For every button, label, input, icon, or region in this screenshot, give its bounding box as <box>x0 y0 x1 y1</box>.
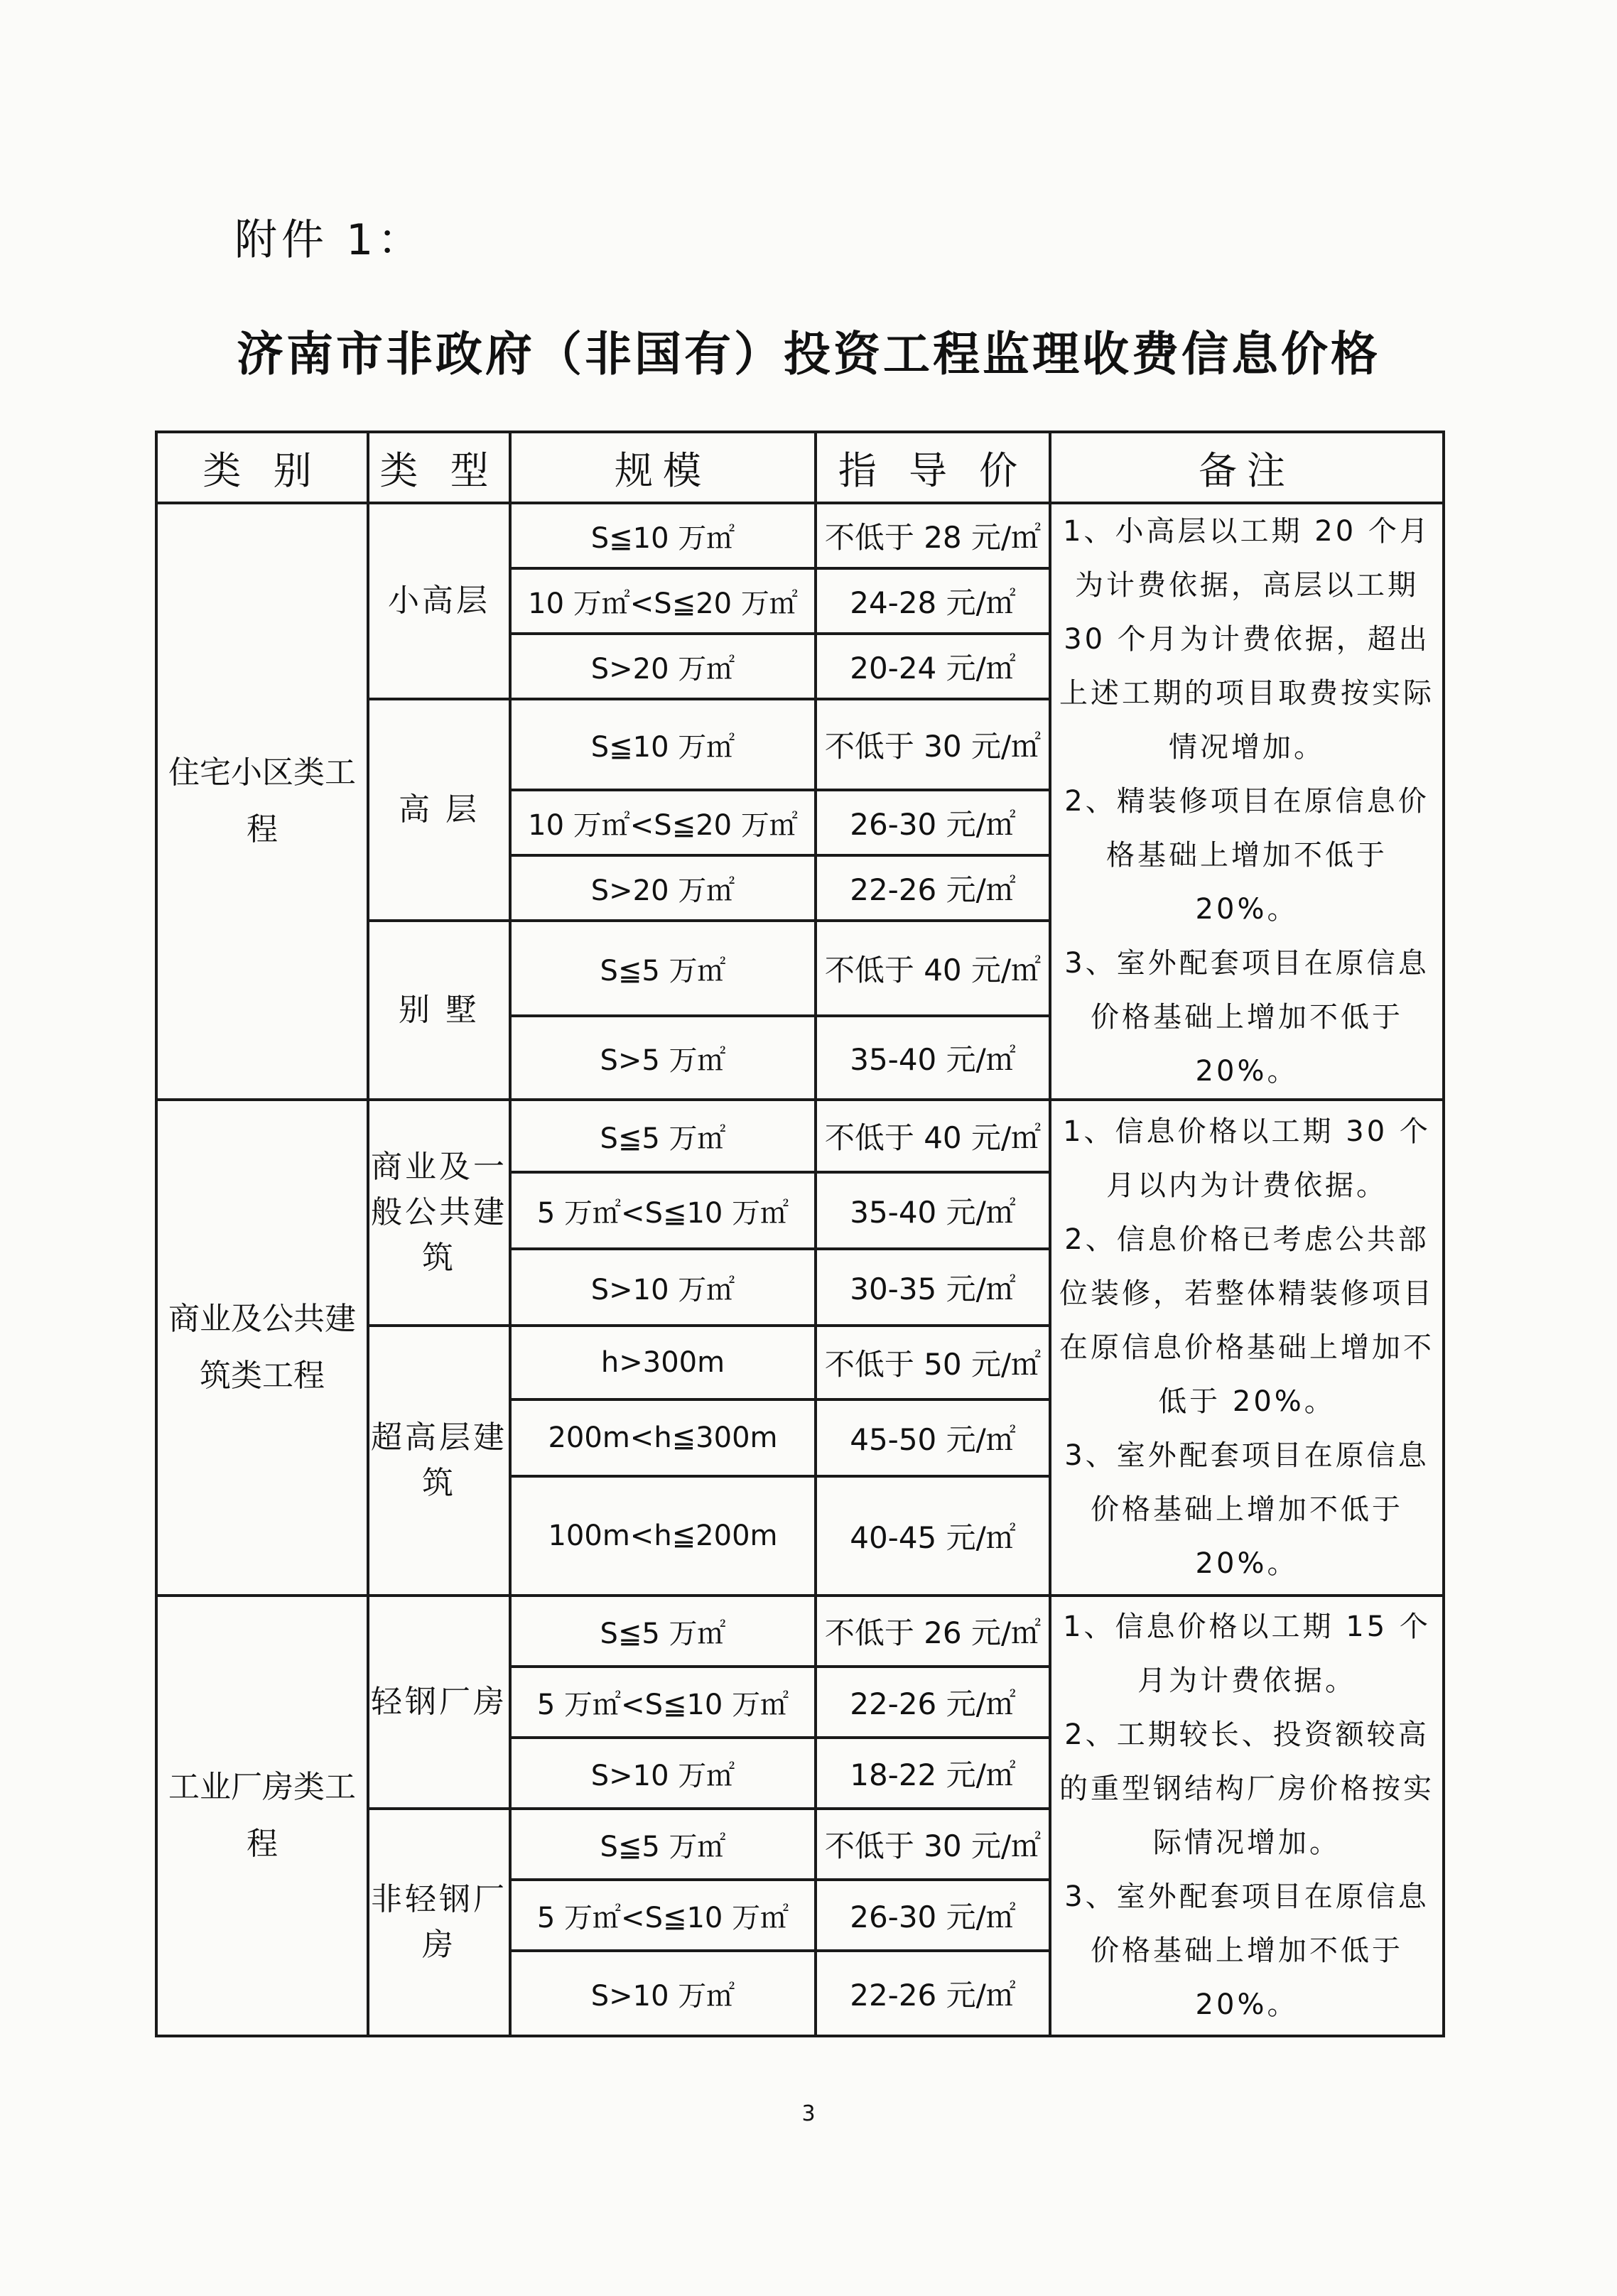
scale-cell: S≦5 万㎡ <box>510 1809 816 1880</box>
price-cell: 22-26 元/㎡ <box>816 1951 1050 2036</box>
price-cell: 24-28 元/㎡ <box>816 568 1050 634</box>
scale-cell: 5 万㎡<S≦10 万㎡ <box>510 1172 816 1249</box>
price-cell: 不低于 50 元/㎡ <box>816 1326 1050 1399</box>
price-cell: 26-30 元/㎡ <box>816 1880 1050 1951</box>
price-cell: 不低于 40 元/㎡ <box>816 1100 1050 1172</box>
scale-cell: S≦5 万㎡ <box>510 1596 816 1667</box>
remark-item: 1、信息价格以工期 30 个月以内为计费依据。 <box>1063 1115 1431 1202</box>
category-cell: 工业厂房类工程 <box>156 1596 368 2036</box>
remarks-cell <box>1050 1596 1444 2036</box>
scale-cell: h>300m <box>510 1326 816 1399</box>
remark-item: 1、信息价格以工期 15 个月为计费依据。 <box>1063 1610 1431 1697</box>
price-cell: 40-45 元/㎡ <box>816 1476 1050 1596</box>
scale-cell: S≦5 万㎡ <box>510 921 816 1016</box>
type-cell: 高 层 <box>368 699 510 921</box>
scale-cell: 100m<h≦200m <box>510 1476 816 1596</box>
price-cell: 35-40 元/㎡ <box>816 1172 1050 1249</box>
scale-cell: S≦5 万㎡ <box>510 1100 816 1172</box>
type-cell: 别 墅 <box>368 921 510 1100</box>
price-cell: 18-22 元/㎡ <box>816 1738 1050 1809</box>
remarks-cell <box>1050 1100 1444 1596</box>
price-cell: 不低于 40 元/㎡ <box>816 921 1050 1016</box>
scale-cell: S≦10 万㎡ <box>510 503 816 568</box>
header-price: 指 导 价 <box>816 432 1050 503</box>
header-remarks: 备注 <box>1050 432 1444 503</box>
page-number: 3 <box>801 2101 816 2126</box>
price-cell: 22-26 元/㎡ <box>816 1667 1050 1738</box>
type-cell: 轻钢厂房 <box>368 1596 510 1809</box>
scale-cell: S≦10 万㎡ <box>510 699 816 790</box>
scale-cell: 10 万㎡<S≦20 万㎡ <box>510 568 816 634</box>
category-cell: 商业及公共建筑类工程 <box>156 1100 368 1596</box>
type-cell: 商业及一般公共建筑 <box>368 1100 510 1326</box>
price-cell: 不低于 28 元/㎡ <box>816 503 1050 568</box>
table-row <box>156 503 1444 568</box>
remark-item: 3、室外配套项目在原信息价格基础上增加不低于 20%。 <box>1064 947 1429 1088</box>
header-type: 类 型 <box>368 432 510 503</box>
remark-item: 3、室外配套项目在原信息价格基础上增加不低于 20%。 <box>1064 1439 1429 1580</box>
price-cell: 45-50 元/㎡ <box>816 1399 1050 1476</box>
scale-cell: S>10 万㎡ <box>510 1249 816 1326</box>
header-category: 类 别 <box>156 432 368 503</box>
scale-cell: 5 万㎡<S≦10 万㎡ <box>510 1667 816 1738</box>
price-cell: 35-40 元/㎡ <box>816 1016 1050 1100</box>
remark-item: 2、信息价格已考虑公共部位装修，若整体精装修项目在原信息价格基础上增加不低于 20%。 <box>1059 1223 1434 1418</box>
price-cell: 不低于 30 元/㎡ <box>816 699 1050 790</box>
attachment-label: 附件 1： <box>234 215 425 265</box>
table-row <box>156 1596 1444 1667</box>
scale-cell: S>20 万㎡ <box>510 855 816 921</box>
price-cell: 不低于 30 元/㎡ <box>816 1809 1050 1880</box>
scale-cell: S>10 万㎡ <box>510 1738 816 1809</box>
remarks-cell <box>1050 503 1444 1100</box>
type-cell: 超高层建筑 <box>368 1326 510 1596</box>
scale-cell: 5 万㎡<S≦10 万㎡ <box>510 1880 816 1951</box>
scale-cell: S>10 万㎡ <box>510 1951 816 2036</box>
price-cell: 30-35 元/㎡ <box>816 1249 1050 1326</box>
table-row <box>156 1100 1444 1172</box>
price-cell: 22-26 元/㎡ <box>816 855 1050 921</box>
header-scale: 规模 <box>510 432 816 503</box>
price-cell: 不低于 26 元/㎡ <box>816 1596 1050 1667</box>
scale-cell: S>20 万㎡ <box>510 634 816 699</box>
scale-cell: S>5 万㎡ <box>510 1016 816 1100</box>
price-cell: 26-30 元/㎡ <box>816 790 1050 855</box>
remark-item: 3、室外配套项目在原信息价格基础上增加不低于 20%。 <box>1064 1880 1429 2021</box>
type-cell: 小高层 <box>368 503 510 699</box>
category-cell: 住宅小区类工程 <box>156 503 368 1100</box>
scale-cell: 200m<h≦300m <box>510 1399 816 1476</box>
scale-cell: 10 万㎡<S≦20 万㎡ <box>510 790 816 855</box>
remark-item: 2、精装修项目在原信息价格基础上增加不低于 20%。 <box>1064 785 1429 926</box>
page-title: 济南市非政府（非国有）投资工程监理收费信息价格 <box>237 327 1380 381</box>
price-cell: 20-24 元/㎡ <box>816 634 1050 699</box>
table-header-row <box>156 432 1444 503</box>
price-table <box>155 430 1445 2037</box>
remark-item: 1、小高层以工期 20 个月为计费依据，高层以工期 30 个月为计费依据，超出上述工期的项目取费按实际情况增加。 <box>1059 515 1434 764</box>
remark-item: 2、工期较长、投资额较高的重型钢结构厂房价格按实际情况增加。 <box>1059 1718 1434 1859</box>
type-cell: 非轻钢厂房 <box>368 1809 510 2036</box>
